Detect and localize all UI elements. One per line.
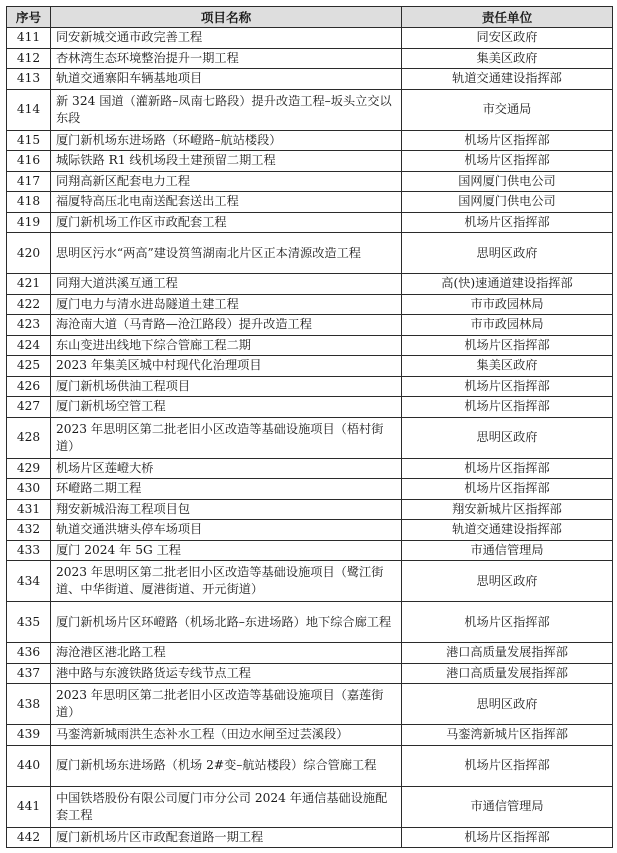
row-responsible-unit: 集美区政府 xyxy=(402,48,613,69)
row-serial-number: 414 xyxy=(7,89,51,130)
row-responsible-unit: 市交通局 xyxy=(402,89,613,130)
row-responsible-unit: 市市政园林局 xyxy=(402,315,613,336)
row-serial-number: 412 xyxy=(7,48,51,69)
row-responsible-unit: 市通信管理局 xyxy=(402,786,613,827)
row-serial-number: 436 xyxy=(7,643,51,664)
row-serial-number: 417 xyxy=(7,171,51,192)
row-serial-number: 441 xyxy=(7,786,51,827)
row-responsible-unit: 思明区政府 xyxy=(402,561,613,602)
row-serial-number: 415 xyxy=(7,130,51,151)
row-responsible-unit: 机场片区指挥部 xyxy=(402,130,613,151)
row-responsible-unit: 机场片区指挥部 xyxy=(402,479,613,500)
row-project-name: 福厦特高压北电南送配套送出工程 xyxy=(51,192,402,213)
table-row xyxy=(7,89,613,130)
row-responsible-unit: 国网厦门供电公司 xyxy=(402,192,613,213)
row-serial-number: 425 xyxy=(7,356,51,377)
row-serial-number: 427 xyxy=(7,397,51,418)
row-serial-number: 423 xyxy=(7,315,51,336)
row-serial-number: 438 xyxy=(7,684,51,725)
table-row xyxy=(7,745,613,786)
row-responsible-unit: 思明区政府 xyxy=(402,233,613,274)
table-row xyxy=(7,315,613,336)
table-row xyxy=(7,397,613,418)
row-project-name: 同翔高新区配套电力工程 xyxy=(51,171,402,192)
row-serial-number: 434 xyxy=(7,561,51,602)
table-row xyxy=(7,294,613,315)
table-row xyxy=(7,212,613,233)
table-row xyxy=(7,458,613,479)
row-responsible-unit: 港口高质量发展指挥部 xyxy=(402,643,613,664)
row-responsible-unit: 国网厦门供电公司 xyxy=(402,171,613,192)
row-responsible-unit: 思明区政府 xyxy=(402,417,613,458)
table-row xyxy=(7,335,613,356)
table-row xyxy=(7,151,613,172)
header-project-name: 项目名称 xyxy=(51,7,402,28)
row-project-name: 轨道交通洪塘头停车场项目 xyxy=(51,520,402,541)
row-responsible-unit: 翔安新城片区指挥部 xyxy=(402,499,613,520)
row-responsible-unit: 轨道交通建设指挥部 xyxy=(402,520,613,541)
row-project-name: 杏林湾生态环境整治提升一期工程 xyxy=(51,48,402,69)
row-serial-number: 420 xyxy=(7,233,51,274)
row-project-name: 东山变进出线地下综合管廊工程二期 xyxy=(51,335,402,356)
row-project-name: 港中路与东渡铁路货运专线节点工程 xyxy=(51,663,402,684)
table-row xyxy=(7,171,613,192)
row-project-name: 2023 年集美区城中村现代化治理项目 xyxy=(51,356,402,377)
row-responsible-unit: 机场片区指挥部 xyxy=(402,602,613,643)
table-row xyxy=(7,643,613,664)
table-row xyxy=(7,827,613,848)
row-serial-number: 413 xyxy=(7,69,51,90)
row-responsible-unit: 机场片区指挥部 xyxy=(402,827,613,848)
row-responsible-unit: 机场片区指挥部 xyxy=(402,745,613,786)
document-page xyxy=(6,6,612,848)
row-serial-number: 416 xyxy=(7,151,51,172)
row-project-name: 厦门新机场片区市政配套道路一期工程 xyxy=(51,827,402,848)
row-project-name: 厦门新机场片区环嶝路（机场北路–东进场路）地下综合廊工程 xyxy=(51,602,402,643)
row-responsible-unit: 机场片区指挥部 xyxy=(402,335,613,356)
table-row xyxy=(7,520,613,541)
row-responsible-unit: 市市政园林局 xyxy=(402,294,613,315)
row-responsible-unit: 集美区政府 xyxy=(402,356,613,377)
row-responsible-unit: 机场片区指挥部 xyxy=(402,376,613,397)
row-project-name: 翔安新城沿海工程项目包 xyxy=(51,499,402,520)
row-responsible-unit: 轨道交通建设指挥部 xyxy=(402,69,613,90)
row-project-name: 2023 年思明区第二批老旧小区改造等基础设施项目（嘉莲街道） xyxy=(51,684,402,725)
row-project-name: 厦门新机场东进场路（机场 2#变–航站楼段）综合管廊工程 xyxy=(51,745,402,786)
row-serial-number: 419 xyxy=(7,212,51,233)
row-serial-number: 442 xyxy=(7,827,51,848)
table-row xyxy=(7,602,613,643)
row-project-name: 海沧南大道（马青路—沧江路段）提升改造工程 xyxy=(51,315,402,336)
row-project-name: 环嶝路二期工程 xyxy=(51,479,402,500)
table-row xyxy=(7,274,613,295)
header-serial-number: 序号 xyxy=(7,7,51,28)
row-serial-number: 439 xyxy=(7,725,51,746)
row-project-name: 厦门新机场空管工程 xyxy=(51,397,402,418)
table-row xyxy=(7,540,613,561)
row-serial-number: 440 xyxy=(7,745,51,786)
row-responsible-unit: 机场片区指挥部 xyxy=(402,458,613,479)
row-serial-number: 435 xyxy=(7,602,51,643)
table-body xyxy=(7,28,613,848)
row-responsible-unit: 机场片区指挥部 xyxy=(402,397,613,418)
row-project-name: 马銮湾新城雨洪生态补水工程（田边水闸至过芸溪段） xyxy=(51,725,402,746)
row-project-name: 机场片区莲嶝大桥 xyxy=(51,458,402,479)
row-serial-number: 426 xyxy=(7,376,51,397)
row-project-name: 轨道交通寨阳车辆基地项目 xyxy=(51,69,402,90)
row-project-name: 同安新城交通市政完善工程 xyxy=(51,28,402,49)
table-row xyxy=(7,725,613,746)
row-project-name: 厦门新机场工作区市政配套工程 xyxy=(51,212,402,233)
row-responsible-unit: 高(快)速通道建设指挥部 xyxy=(402,274,613,295)
row-project-name: 厦门 2024 年 5G 工程 xyxy=(51,540,402,561)
table-row xyxy=(7,376,613,397)
row-responsible-unit: 马銮湾新城片区指挥部 xyxy=(402,725,613,746)
row-serial-number: 432 xyxy=(7,520,51,541)
table-row xyxy=(7,479,613,500)
table-row xyxy=(7,561,613,602)
header-row xyxy=(7,7,613,28)
table-row xyxy=(7,48,613,69)
table-row xyxy=(7,499,613,520)
row-project-name: 中国铁塔股份有限公司厦门市分公司 2024 年通信基础设施配套工程 xyxy=(51,786,402,827)
row-project-name: 城际铁路 R1 线机场段土建预留二期工程 xyxy=(51,151,402,172)
row-serial-number: 424 xyxy=(7,335,51,356)
row-project-name: 厦门新机场东进场路（环嶝路–航站楼段） xyxy=(51,130,402,151)
table-row xyxy=(7,663,613,684)
table-row xyxy=(7,69,613,90)
row-serial-number: 411 xyxy=(7,28,51,49)
row-responsible-unit: 同安区政府 xyxy=(402,28,613,49)
row-serial-number: 430 xyxy=(7,479,51,500)
row-project-name: 思明区污水“两高”建设筼筜湖南北片区正本清源改造工程 xyxy=(51,233,402,274)
row-responsible-unit: 机场片区指挥部 xyxy=(402,212,613,233)
table-row xyxy=(7,233,613,274)
table-row xyxy=(7,684,613,725)
table-row xyxy=(7,356,613,377)
row-project-name: 海沧港区港北路工程 xyxy=(51,643,402,664)
row-serial-number: 428 xyxy=(7,417,51,458)
row-responsible-unit: 市通信管理局 xyxy=(402,540,613,561)
row-responsible-unit: 港口高质量发展指挥部 xyxy=(402,663,613,684)
row-serial-number: 422 xyxy=(7,294,51,315)
header-responsible-unit: 责任单位 xyxy=(402,7,613,28)
row-serial-number: 421 xyxy=(7,274,51,295)
table-row xyxy=(7,130,613,151)
row-project-name: 2023 年思明区第二批老旧小区改造等基础设施项目（梧村街道） xyxy=(51,417,402,458)
row-responsible-unit: 思明区政府 xyxy=(402,684,613,725)
row-responsible-unit: 机场片区指挥部 xyxy=(402,151,613,172)
row-project-name: 厦门电力与清水进岛隧道土建工程 xyxy=(51,294,402,315)
row-serial-number: 433 xyxy=(7,540,51,561)
row-project-name: 厦门新机场供油工程项目 xyxy=(51,376,402,397)
project-table xyxy=(6,6,613,848)
row-serial-number: 431 xyxy=(7,499,51,520)
row-project-name: 同翔大道洪溪互通工程 xyxy=(51,274,402,295)
row-serial-number: 429 xyxy=(7,458,51,479)
table-row xyxy=(7,28,613,49)
table-row xyxy=(7,192,613,213)
table-row xyxy=(7,417,613,458)
table-header xyxy=(7,7,613,28)
row-project-name: 2023 年思明区第二批老旧小区改造等基础设施项目（鹭江街道、中华街道、厦港街道、开元街道） xyxy=(51,561,402,602)
row-project-name: 新 324 国道（灌新路–凤南七路段）提升改造工程–坂头立交以东段 xyxy=(51,89,402,130)
row-serial-number: 437 xyxy=(7,663,51,684)
table-row xyxy=(7,786,613,827)
row-serial-number: 418 xyxy=(7,192,51,213)
